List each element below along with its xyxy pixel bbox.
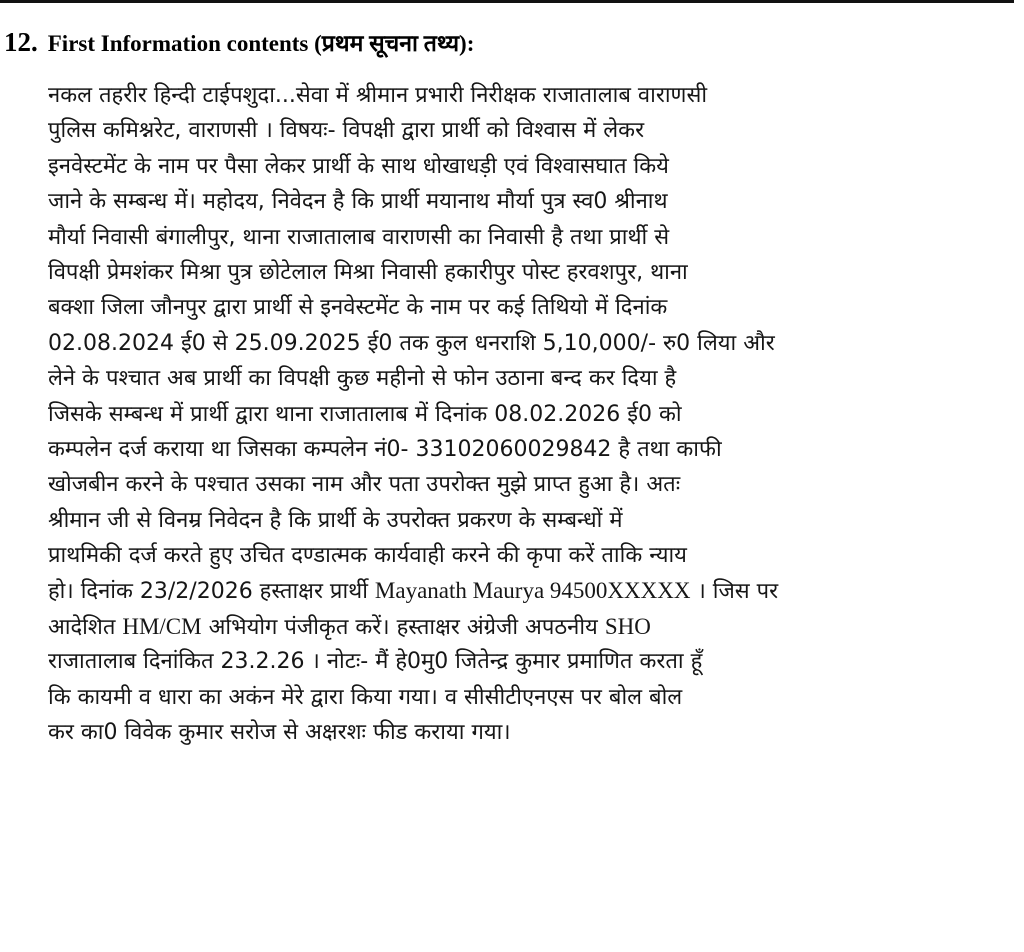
top-rule	[0, 0, 1014, 3]
line-suffix: । जिस पर	[690, 579, 779, 605]
body-line: प्राथमिकी दर्ज करते हुए उचित दण्डात्मक कार्यवाही करने की कृपा करें ताकि न्याय	[48, 543, 687, 569]
body-line: कम्पलेन दर्ज कराया था जिसका कम्पलेन नं0- 33102060029842 है तथा काफी	[48, 436, 722, 462]
body-line: जिसके सम्बन्ध में प्रार्थी द्वारा थाना राजातालाब में दिनांक 08.02.2026 ई0 को	[48, 401, 682, 427]
body-line: विपक्षी प्रेमशंकर मिश्रा पुत्र छोटेलाल मिश्रा निवासी हकारीपुर पोस्ट हरवशपुर, थाना	[48, 259, 688, 285]
body-line-signature	[48, 573, 978, 608]
body-line: खोजबीन करने के पश्चात उसका नाम और पता उपरोक्त मुझे प्राप्त हुआ है। अतः	[48, 472, 681, 498]
first-information-body	[48, 78, 978, 750]
body-line: मौर्या निवासी बंगालीपुर, थाना राजातालाब वाराणसी का निवासी है तथा प्रार्थी से	[48, 224, 670, 250]
line-prefix: आदेशित	[48, 614, 123, 640]
body-line: पुलिस कमिश्नरेट, वाराणसी । विषयः- विपक्षी द्वारा प्रार्थी को विश्वास में लेकर	[48, 118, 645, 144]
sho-text: SHO	[604, 613, 651, 639]
body-line: जाने के सम्बन्ध में। महोदय, निवेदन है कि प्रार्थी मयानाथ मौर्या पुत्र स्व0 श्रीनाथ	[48, 189, 668, 215]
hm-cm-text: HM/CM	[122, 613, 202, 639]
body-line: 02.08.2024 ई0 से 25.09.2025 ई0 तक कुल धनराशि 5,10,000/- रु0 लिया और	[48, 330, 775, 356]
complainant-signature: Mayanath Maurya 94500XXXXX	[374, 578, 691, 604]
body-line: राजातालाब दिनांकित 23.2.26 । नोटः- मैं हे0मु0 जितेन्द्र कुमार प्रमाणित करता हूँ	[48, 649, 703, 675]
body-line: लेने के पश्चात अब प्रार्थी का विपक्षी कुछ महीनो से फोन उठाना बन्द कर दिया है	[48, 366, 677, 392]
line-prefix: हो। दिनांक 23/2/2026 हस्ताक्षर प्रार्थी	[48, 579, 375, 605]
body-line: कि कायमी व धारा का अकंन मेरे द्वारा किया गया। व सीसीटीएनएस पर बोल बोल	[48, 684, 683, 710]
body-line: श्रीमान जी से विनम्र निवेदन है कि प्रार्थी के उपरोक्त प्रकरण के सम्बन्धों में	[48, 507, 623, 533]
body-line: बक्शा जिला जौनपुर द्वारा प्रार्थी से इनवेस्टमेंट के नाम पर कई तिथियो में दिनांक	[48, 295, 668, 321]
section-heading	[4, 26, 474, 62]
section-title: First Information contents (प्रथम सूचना तथ्य):	[47, 31, 475, 56]
body-line: नकल तहरीर हिन्दी टाईपशुदा...सेवा में श्रीमान प्रभारी निरीक्षक राजातालाब वाराणसी	[48, 83, 708, 108]
body-line-order	[48, 609, 978, 644]
body-line: इनवेस्टमेंट के नाम पर पैसा लेकर प्रार्थी के साथ धोखाधड़ी एवं विश्वासघात किये	[48, 153, 669, 179]
section-number: 12.	[4, 27, 38, 57]
line-middle: अभियोग पंजीकृत करें। हस्ताक्षर अंग्रेजी अपठनीय	[201, 614, 605, 640]
body-line: कर का0 विवेक कुमार सरोज से अक्षरशः फीड कराया गया।	[48, 720, 511, 746]
